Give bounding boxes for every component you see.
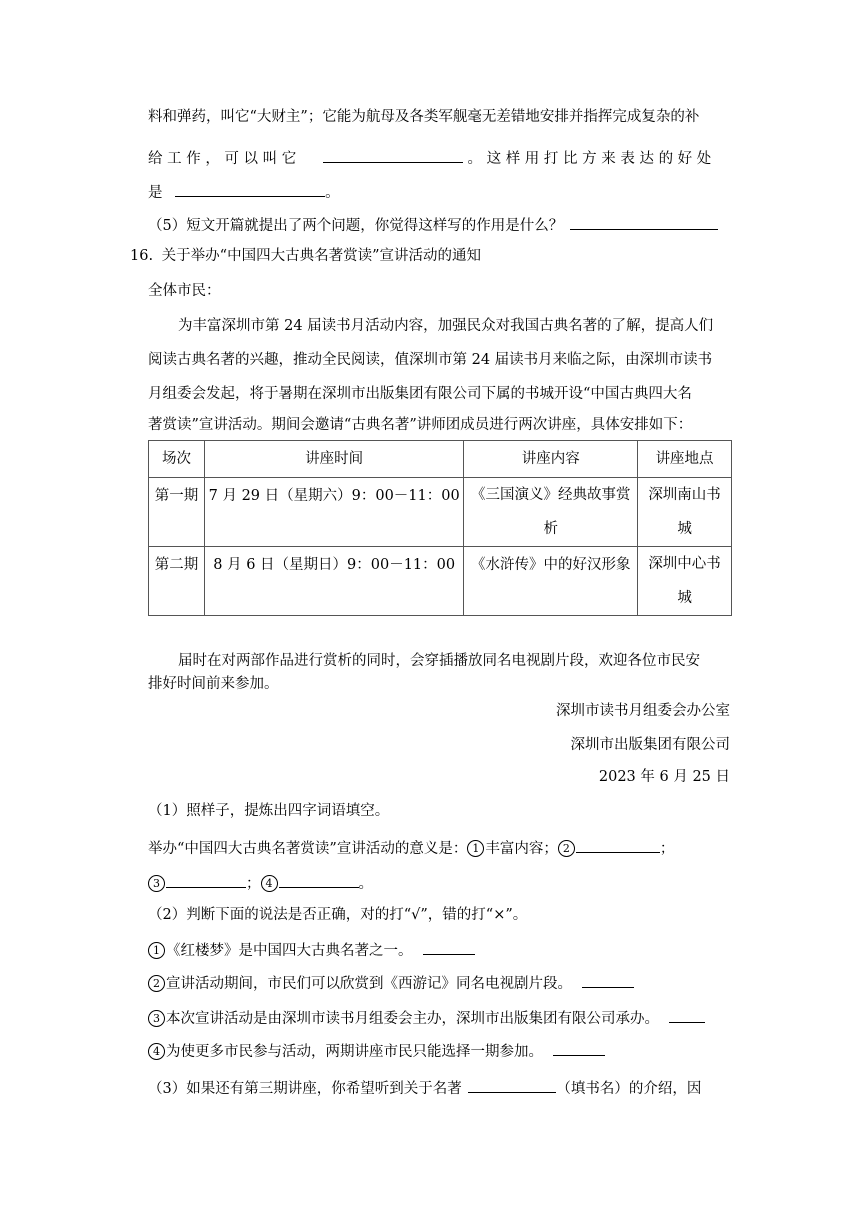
text-fragment: 。 (358, 876, 373, 892)
signature-office: 深圳市读书月组委会办公室 (556, 703, 730, 719)
answer-blank[interactable] (570, 213, 718, 230)
answer-blank[interactable] (576, 836, 660, 853)
table-cell: 7 月 29 日（星期六）9：00－11：00 (204, 478, 464, 547)
answer-blank[interactable] (279, 871, 359, 888)
table-row (149, 547, 732, 616)
table-cell: 第一期 (149, 478, 205, 547)
statement-text: 《红楼梦》是中国四大古典名著之一。 (166, 943, 413, 959)
circled-number: 3 (148, 1010, 165, 1027)
statement-4 (148, 1039, 605, 1062)
table-cell (464, 478, 638, 547)
text-fragment: （3）如果还有第三期讲座，你希望听到关于名著 (148, 1081, 462, 1097)
notice-title: 关于举办“中国四大古典名著赏读”宣讲活动的通知 (161, 248, 481, 264)
question-number: 16. (130, 248, 154, 264)
paragraph-line: 排好时间前来参加。 (148, 676, 279, 692)
table-cell (638, 547, 732, 616)
paragraph-line: 阅读古典名著的兴趣，推动全民阅读，值深圳市第 24 届读书月来临之际，由深圳市读书 (148, 352, 713, 368)
circled-number: 2 (558, 840, 575, 857)
cell-text: 深圳南山书 (648, 487, 721, 503)
subquestion-2: （2）判断下面的说法是否正确，对的打“√”，错的打“×”。 (148, 907, 528, 923)
paragraph-line: 为丰富深圳市第 24 届读书月活动内容，加强民众对我国古典名著的了解，提高人们 (178, 318, 714, 334)
question-text: （5）短文开篇就提出了两个问题，你觉得这样写的作用是什么？ (148, 218, 564, 234)
answer-blank[interactable] (323, 146, 463, 163)
text-line (148, 146, 732, 169)
notice-date: 2023 年 6 月 25 日 (598, 769, 730, 785)
table-header: 讲座内容 (464, 441, 638, 478)
text-line (148, 180, 340, 203)
text-fragment: ； (659, 841, 675, 857)
circled-number: 4 (148, 1043, 165, 1060)
circled-number: 1 (148, 942, 165, 959)
table-cell: 《水浒传》中的好汉形象 (464, 547, 638, 616)
answer-blank[interactable] (582, 971, 634, 988)
answer-blank[interactable] (468, 1076, 556, 1093)
statement-3 (148, 1006, 705, 1029)
schedule-table (148, 440, 732, 616)
cell-text: 城 (677, 521, 692, 537)
text-fragment: （填书名）的介绍，因 (556, 1081, 702, 1097)
answer-blank[interactable] (669, 1006, 705, 1023)
cell-text: 深圳中心书 (648, 556, 721, 572)
paragraph-line: 月组委会发起，将于暑期在深圳市出版集团有限公司下属的书城开设“中国古典四大名 (148, 386, 692, 402)
text-fragment: 。 这 样 用 打 比 方 来 表 达 的 好 处 (467, 151, 712, 167)
statement-text: 为使更多市民参与活动，两期讲座市民只能选择一期参加。 (166, 1044, 543, 1060)
answer-blank[interactable] (175, 180, 325, 197)
text-fragment: 丰富内容； (485, 841, 558, 857)
table-row (149, 478, 732, 547)
table-cell (638, 478, 732, 547)
question-5 (148, 213, 718, 236)
table-header-row (149, 441, 732, 478)
question-16-title (130, 246, 481, 266)
table-cell: 8 月 6 日（星期日）9：00－11：00 (204, 547, 464, 616)
statement-text: 宣讲活动期间，市民们可以欣赏到《西游记》同名电视剧片段。 (166, 976, 572, 992)
subquestion-3 (148, 1076, 701, 1099)
cell-text: 《三国演义》经典故事赏 (471, 487, 631, 503)
salutation: 全体市民： (148, 283, 221, 299)
subquestion-1-line (148, 836, 674, 859)
signature-company: 深圳市出版集团有限公司 (570, 737, 730, 753)
statement-text: 本次宣讲活动是由深圳市读书月组委会主办，深圳市出版集团有限公司承办。 (166, 1011, 659, 1027)
cell-text: 析 (543, 521, 559, 537)
statement-1 (148, 938, 475, 961)
paragraph-line: 届时在对两部作品进行赏析的同时，会穿插播放同名电视剧片段，欢迎各位市民安 (178, 653, 700, 669)
circled-number: 3 (148, 875, 165, 892)
circled-number: 4 (261, 875, 278, 892)
statement-2 (148, 971, 634, 994)
table-header: 讲座地点 (638, 441, 732, 478)
text-line: 料和弹药，叫它“大财主”；它能为航母及各类军舰毫无差错地安排并指挥完成复杂的补 (148, 109, 700, 125)
text-fragment: 。 (325, 185, 340, 201)
circled-number: 2 (148, 975, 165, 992)
table-header: 讲座时间 (204, 441, 464, 478)
circled-number: 1 (467, 840, 484, 857)
table-cell: 第二期 (149, 547, 205, 616)
text-fragment: 是 (148, 185, 163, 201)
cell-text: 城 (677, 590, 692, 606)
text-fragment: 举办“中国四大古典名著赏读”宣讲活动的意义是： (148, 841, 468, 857)
answer-blank[interactable] (423, 938, 475, 955)
table-header: 场次 (149, 441, 205, 478)
answer-blank[interactable] (166, 871, 246, 888)
subquestion-1-line (148, 871, 373, 894)
text-fragment: ； (246, 876, 261, 892)
answer-blank[interactable] (553, 1039, 605, 1056)
subquestion-1: （1）照样子，提炼出四字词语填空。 (148, 803, 390, 819)
text-fragment: 给 工 作 ， 可 以 叫 它 (148, 151, 297, 167)
paragraph-line: 著赏读”宣讲活动。期间会邀请“古典名著”讲师团成员进行两次讲座，具体安排如下： (148, 417, 693, 433)
